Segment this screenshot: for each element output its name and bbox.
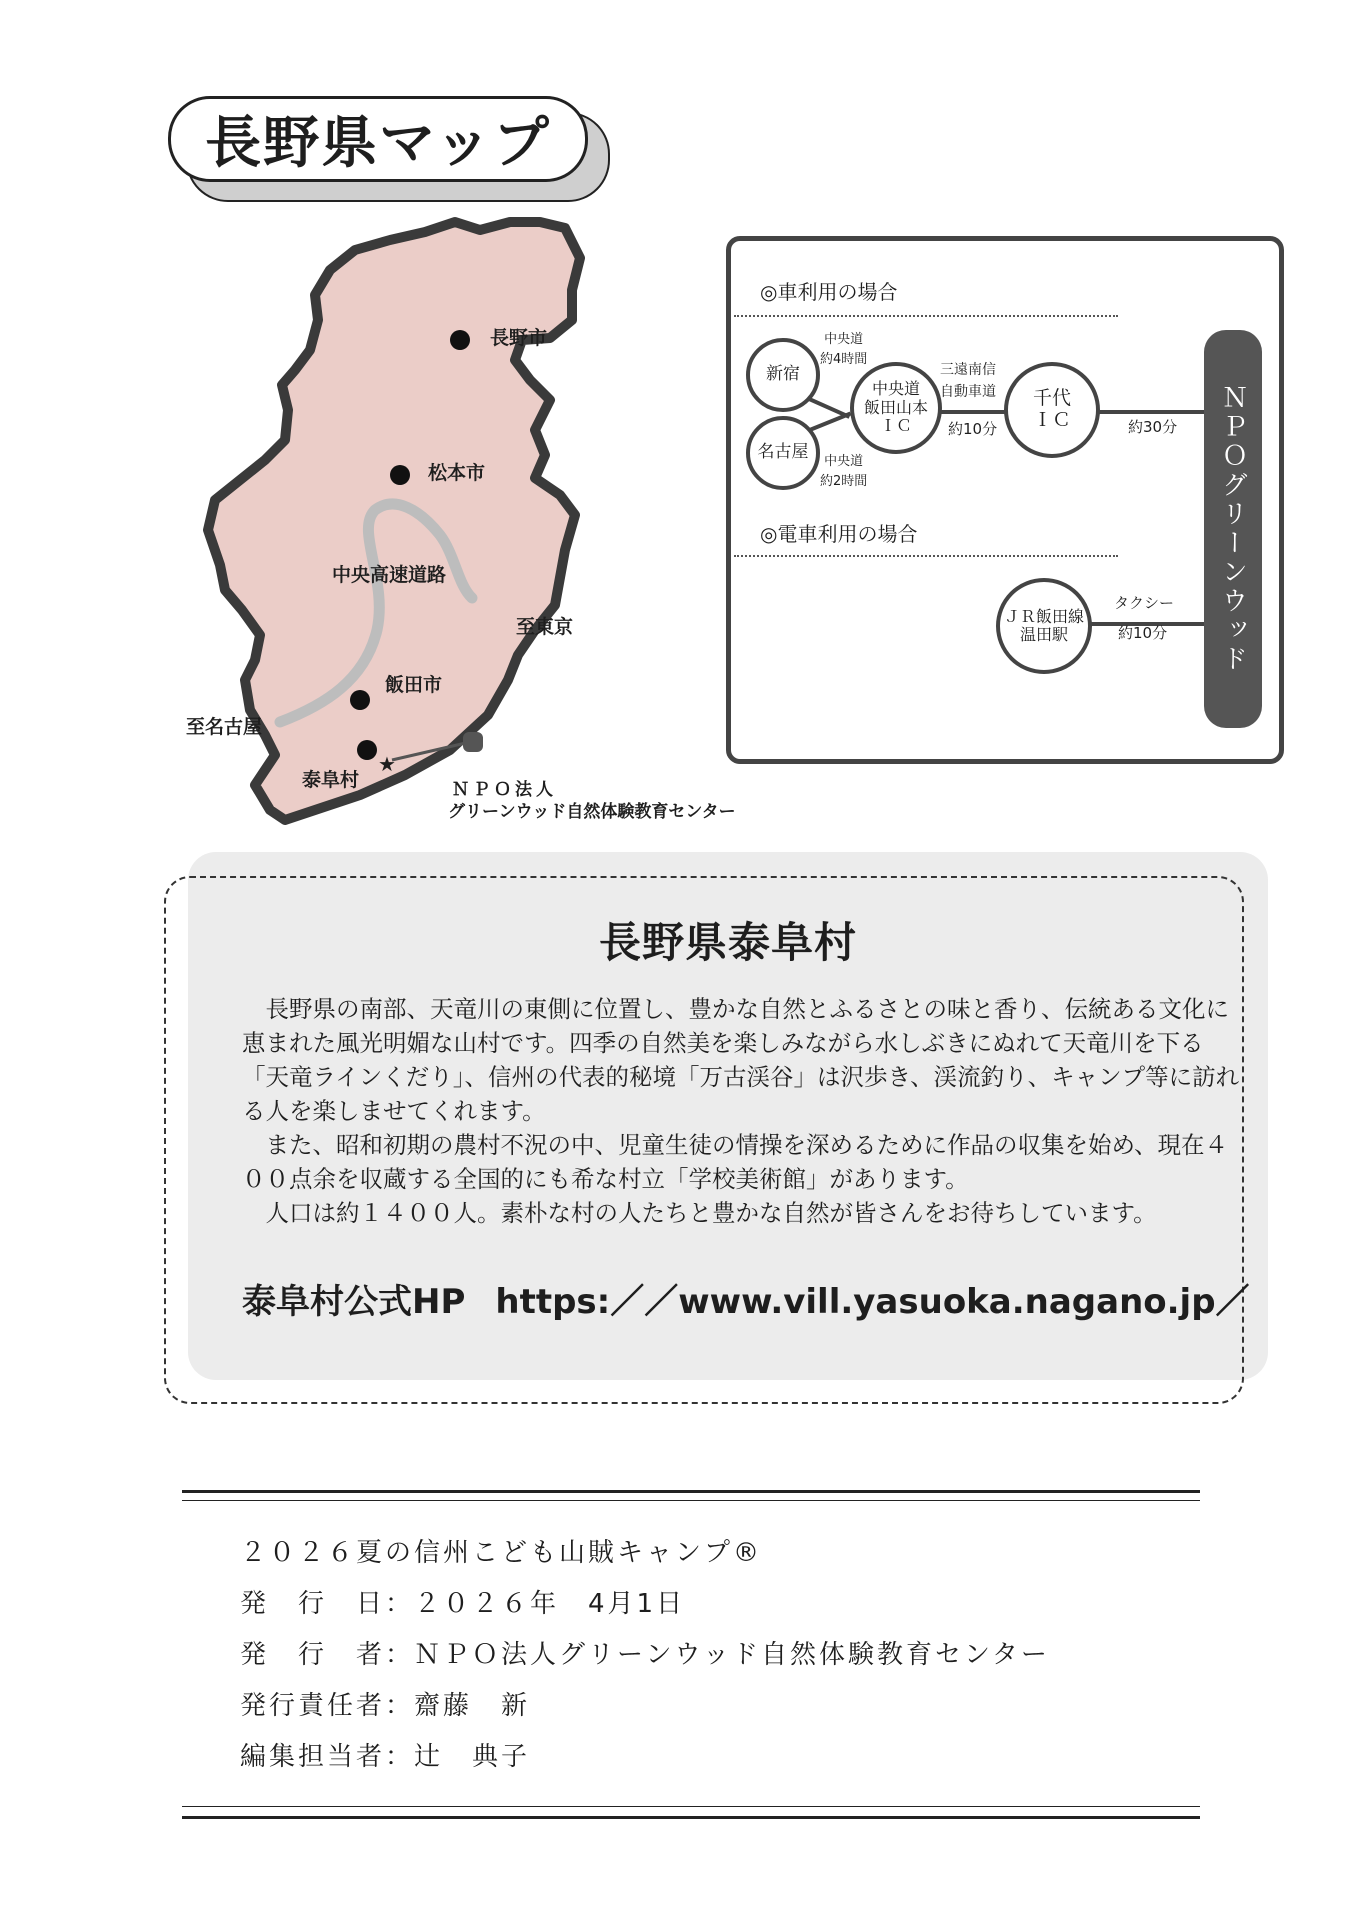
title-badge [168, 96, 588, 182]
label-nagoya-route: 中央道 約2時間 [820, 454, 868, 490]
label-shinjuku-route: 中央道 約4時間 [820, 332, 868, 368]
colophon-publisher: 発 行 者：ＮＰＯ法人グリーンウッド自然体験教育センター [240, 1640, 1050, 1670]
colophon-editor: 編集担当者：辻 典子 [240, 1742, 531, 1772]
colophon-issue-date: 発 行 日：２０２６年 4月1日 [240, 1589, 686, 1619]
colophon-bottom-rule [182, 1816, 1200, 1819]
city-dot-iida [350, 690, 370, 710]
city-label-yasuoka: 泰阜村 [302, 769, 360, 791]
train-heading: ◎電車利用の場合 [760, 522, 918, 546]
highway-label: 中央高速道路 [332, 564, 447, 586]
node-onda-station: ＪＲ飯田線 温田駅 [996, 578, 1092, 674]
village-description [242, 992, 1242, 1230]
city-dot-matsumoto [390, 465, 410, 485]
to-tokyo-label: 至東京 [516, 616, 574, 638]
city-label-iida: 飯田市 [385, 674, 443, 696]
label-sanen-road: 三遠南信 自動車道 [940, 362, 996, 400]
city-dot-nagano [450, 330, 470, 350]
village-homepage [242, 1274, 1280, 1323]
label-taxi-time: 約10分 [1118, 624, 1168, 642]
city-label-matsumoto: 松本市 [428, 462, 486, 484]
center-name-line2: グリーンウッド自然体験教育センター [448, 802, 736, 822]
edge-chiyo-dest [1098, 410, 1206, 414]
homepage-url[interactable]: https:／／www.vill.yasuoka.nagano.jp／ [495, 1282, 1250, 1322]
prefecture-outline [208, 222, 580, 820]
edge-iida-chiyo [937, 410, 1009, 414]
village-paragraph: 長野県の南部、天竜川の東側に位置し、豊かな自然とふるさとの味と香り、伝統ある文化に恵まれた風光明媚な山村です。四季の自然美を楽しみながら水しぶきにぬれて天竜川を下る「天竜ラインくだり」、信州の代表的秘境「万古渓谷」は沢歩き、渓流釣り、キャンプ等に訪れる人を楽しませてくれます。 [242, 995, 1240, 1125]
page-title: 長野県マップ [205, 111, 551, 176]
train-heading-rule [734, 555, 1118, 557]
homepage-label: 泰阜村公式HP [242, 1282, 466, 1322]
destination-bar [1204, 330, 1262, 728]
village-paragraph: 人口は約１４００人。素朴な村の人たちと豊かな自然が皆さんをお待ちしています。 [265, 1199, 1157, 1227]
center-pin-head [463, 732, 483, 752]
label-taxi: タクシー [1114, 594, 1175, 612]
center-name-line1: ＮＰＯ法人 [452, 780, 557, 800]
nagano-map [170, 210, 790, 835]
city-label-nagano: 長野市 [490, 327, 548, 349]
village-paragraph: また、昭和初期の農村不況の中、児童生徒の情操を深めるために作品の収集を始め、現在４００点余を収蔵する全国的にも希な村立「学校美術館」があります。 [242, 1131, 1229, 1193]
destination-label: ＮＰＯグリーンウッド [1217, 384, 1248, 674]
colophon-responsible: 発行責任者：齋藤 新 [240, 1691, 531, 1721]
node-shinjuku: 新宿 [746, 338, 820, 412]
node-iida-ic: 中央道 飯田山本 ＩＣ [850, 362, 942, 454]
label-to-dest-time: 約30分 [1128, 418, 1178, 436]
label-to-chiyo-time: 約10分 [948, 420, 998, 438]
city-dot-yasuoka [357, 740, 377, 760]
node-chiyo-ic: 千代 ＩＣ [1004, 362, 1100, 458]
to-nagoya-label: 至名古屋 [186, 716, 263, 738]
colophon-top-rule-thin [182, 1500, 1200, 1501]
colophon-publication: ２０２６夏の信州こども山賊キャンプ® [240, 1538, 763, 1568]
node-nagoya: 名古屋 [746, 416, 820, 490]
car-heading-rule [734, 315, 1118, 317]
colophon-bottom-rule-thin [182, 1806, 1200, 1807]
star-icon: ★ [378, 752, 396, 776]
colophon-top-rule [182, 1490, 1200, 1493]
car-heading: ◎車利用の場合 [760, 280, 898, 304]
village-title: 長野県泰阜村 [598, 918, 857, 967]
